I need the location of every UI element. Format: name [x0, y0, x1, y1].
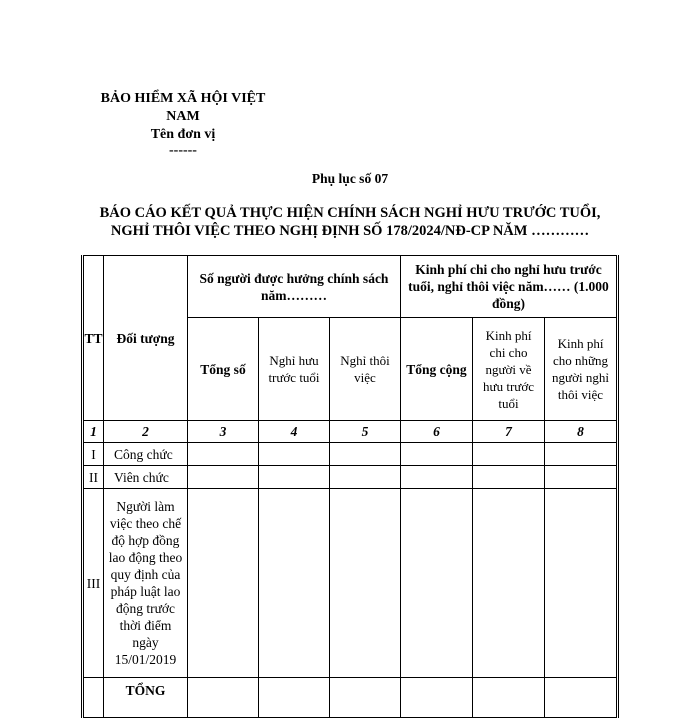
table-row — [83, 489, 618, 678]
agency-header — [88, 90, 278, 158]
table-cell — [259, 443, 330, 466]
column-number: 3 — [188, 421, 259, 443]
column-number: 1 — [83, 421, 104, 443]
table-row-total — [83, 678, 618, 718]
table-cell — [330, 466, 401, 489]
table-cell — [545, 443, 618, 466]
table-row — [83, 443, 618, 466]
agency-name-line2: NAM — [166, 109, 200, 124]
column-number: 6 — [401, 421, 473, 443]
column-number: 8 — [545, 421, 618, 443]
table-cell — [401, 489, 473, 678]
header-subject: Đối tượng — [104, 256, 188, 421]
header-resignation-funding: Kinh phí cho những người nghỉ thôi việc — [545, 318, 618, 421]
header-total-amount: Tổng cộng — [401, 318, 473, 421]
unit-name: Tên đơn vị — [150, 127, 216, 142]
table-cell — [330, 489, 401, 678]
table-cell — [259, 678, 330, 718]
header-resignation: Nghỉ thôi việc — [330, 318, 401, 421]
table-cell — [473, 466, 545, 489]
report-title-line2: NGHỈ THÔI VIỆC THEO NGHỊ ĐỊNH SỐ 178/2024/NĐ-CP NĂM ………… — [110, 223, 590, 239]
table-cell — [188, 443, 259, 466]
table-cell — [330, 443, 401, 466]
table-cell — [259, 466, 330, 489]
table-cell — [401, 678, 473, 718]
table-cell — [545, 678, 618, 718]
total-label: TỔNG — [104, 678, 188, 718]
row-subject: Viên chức — [104, 466, 188, 489]
table-cell — [473, 489, 545, 678]
header-tt: TT — [83, 256, 104, 421]
table-cell — [401, 443, 473, 466]
table-cell — [473, 443, 545, 466]
header-early-retirement: Nghỉ hưu trước tuổi — [259, 318, 330, 421]
header-early-retirement-funding: Kinh phí chi cho người về hưu trước tuổi — [473, 318, 545, 421]
row-tt: III — [83, 489, 104, 678]
column-number: 4 — [259, 421, 330, 443]
table-cell — [545, 489, 618, 678]
row-tt: I — [83, 443, 104, 466]
header-beneficiaries: Số người được hưởng chính sách năm……… — [188, 256, 401, 318]
row-subject: Người làm việc theo chế độ hợp đồng lao động theo quy định của pháp luật lao động trước thời điểm ngày 15/01/2019 — [104, 489, 188, 678]
column-number: 7 — [473, 421, 545, 443]
table-cell — [330, 678, 401, 718]
table-cell — [473, 678, 545, 718]
table-cell — [545, 466, 618, 489]
agency-name-line1: BẢO HIỂM XÃ HỘI VIỆT — [100, 91, 266, 106]
row-tt: II — [83, 466, 104, 489]
column-number: 5 — [330, 421, 401, 443]
column-number: 2 — [104, 421, 188, 443]
table-row — [83, 466, 618, 489]
row-subject: Công chức — [104, 443, 188, 466]
table-cell — [188, 489, 259, 678]
header-total-count: Tổng số — [188, 318, 259, 421]
report-title — [0, 204, 700, 240]
table-cell — [188, 466, 259, 489]
table-cell — [401, 466, 473, 489]
separator-dashes: ------ — [169, 143, 197, 158]
table-cell — [259, 489, 330, 678]
report-table — [81, 255, 619, 718]
table-cell — [188, 678, 259, 718]
report-title-line1: BÁO CÁO KẾT QUẢ THỰC HIỆN CHÍNH SÁCH NGHỈ HƯU TRƯỚC TUỔI, — [99, 205, 601, 221]
header-funding: Kinh phí chi cho nghỉ hưu trước tuổi, nghỉ thôi việc năm…… (1.000 đồng) — [401, 256, 618, 318]
appendix-label: Phụ lục số 07 — [311, 171, 389, 186]
table-cell — [83, 678, 104, 718]
